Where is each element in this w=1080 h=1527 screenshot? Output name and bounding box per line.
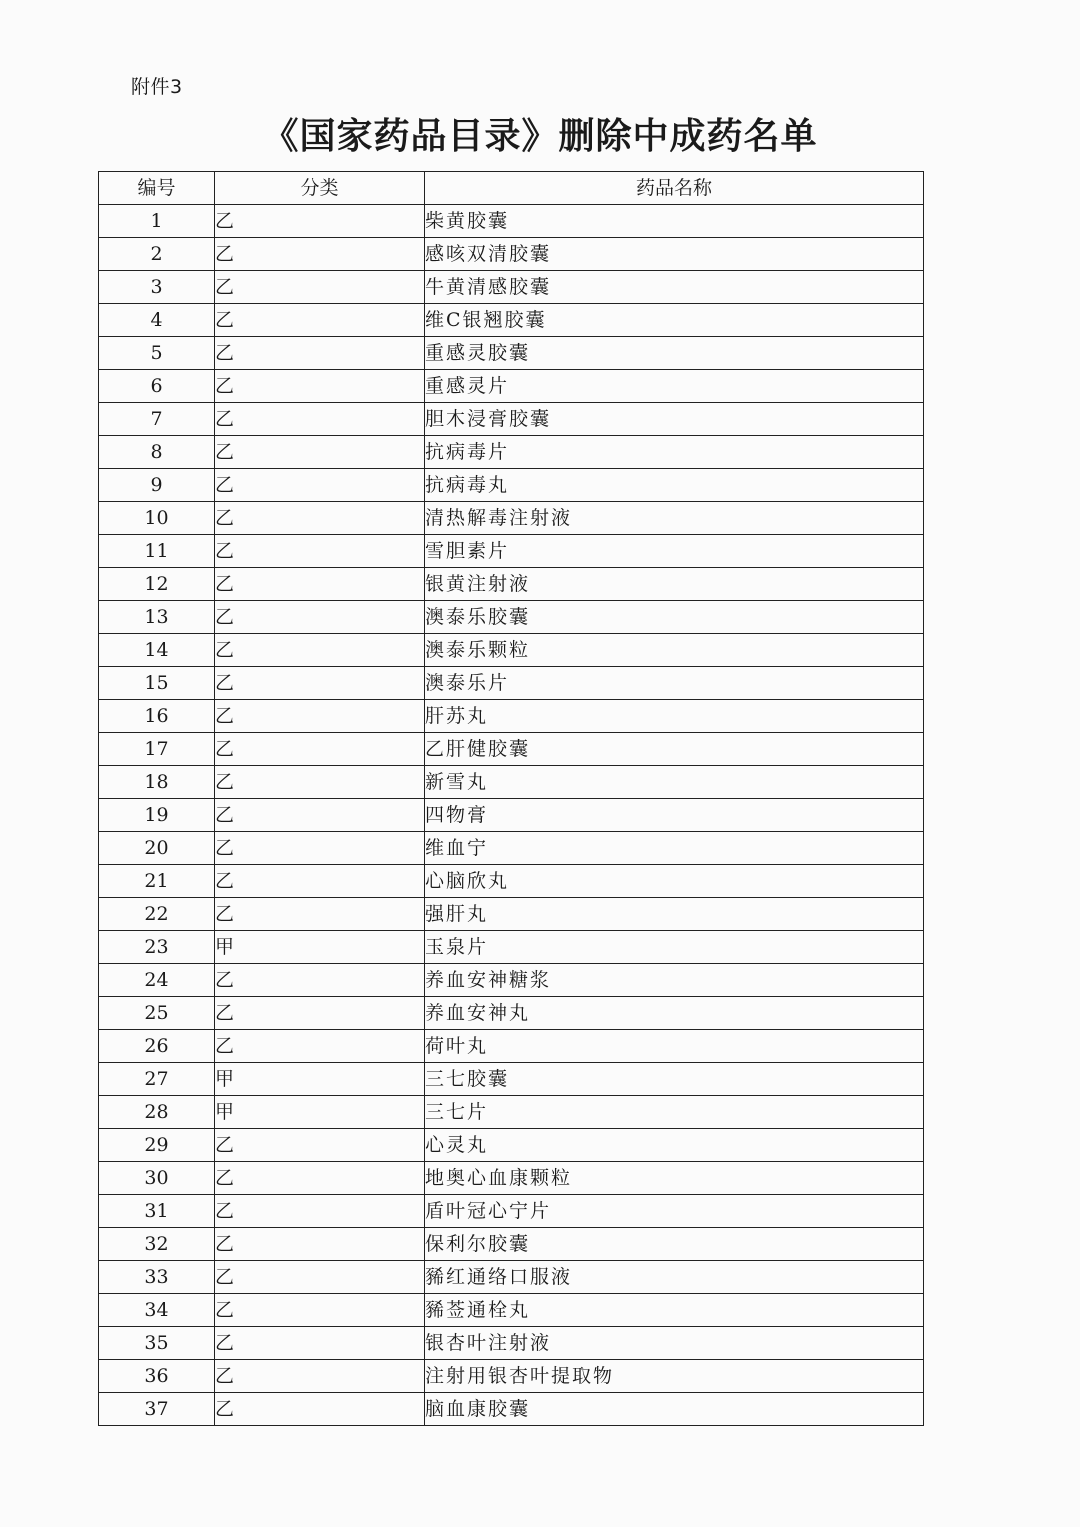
row-category: 乙 <box>215 469 425 502</box>
row-number: 28 <box>99 1096 215 1129</box>
row-number: 5 <box>99 337 215 370</box>
table-row <box>99 1030 924 1063</box>
row-category: 甲 <box>215 931 425 964</box>
row-category: 乙 <box>215 667 425 700</box>
row-category: 乙 <box>215 964 425 997</box>
row-category: 甲 <box>215 1096 425 1129</box>
row-category: 乙 <box>215 1162 425 1195</box>
row-drug-name: 新雪丸 <box>425 766 924 799</box>
row-category: 甲 <box>215 1063 425 1096</box>
row-category: 乙 <box>215 700 425 733</box>
row-drug-name: 感咳双清胶囊 <box>425 238 924 271</box>
row-drug-name: 重感灵胶囊 <box>425 337 924 370</box>
row-category: 乙 <box>215 304 425 337</box>
drug-table <box>98 171 924 1426</box>
row-drug-name: 四物膏 <box>425 799 924 832</box>
row-number: 3 <box>99 271 215 304</box>
row-number: 26 <box>99 1030 215 1063</box>
row-drug-name: 胆木浸膏胶囊 <box>425 403 924 436</box>
table-row <box>99 1195 924 1228</box>
table-row <box>99 700 924 733</box>
row-number: 14 <box>99 634 215 667</box>
row-number: 15 <box>99 667 215 700</box>
table-body <box>99 205 924 1426</box>
row-category: 乙 <box>215 1129 425 1162</box>
row-drug-name: 重感灵片 <box>425 370 924 403</box>
row-category: 乙 <box>215 832 425 865</box>
row-number: 32 <box>99 1228 215 1261</box>
row-category: 乙 <box>215 733 425 766</box>
row-number: 22 <box>99 898 215 931</box>
row-number: 10 <box>99 502 215 535</box>
row-drug-name: 三七胶囊 <box>425 1063 924 1096</box>
row-drug-name: 维血宁 <box>425 832 924 865</box>
table-row <box>99 1228 924 1261</box>
header-number: 编号 <box>99 172 215 205</box>
attachment-label: 附件3 <box>131 76 183 98</box>
row-category: 乙 <box>215 1327 425 1360</box>
row-category: 乙 <box>215 271 425 304</box>
row-category: 乙 <box>215 535 425 568</box>
table-row <box>99 865 924 898</box>
row-drug-name: 三七片 <box>425 1096 924 1129</box>
row-drug-name: 柴黄胶囊 <box>425 205 924 238</box>
row-drug-name: 养血安神丸 <box>425 997 924 1030</box>
table-row <box>99 1129 924 1162</box>
table-row <box>99 271 924 304</box>
row-number: 6 <box>99 370 215 403</box>
row-number: 18 <box>99 766 215 799</box>
row-category: 乙 <box>215 1360 425 1393</box>
row-number: 31 <box>99 1195 215 1228</box>
header-category: 分类 <box>215 172 425 205</box>
row-category: 乙 <box>215 865 425 898</box>
row-drug-name: 银黄注射液 <box>425 568 924 601</box>
row-number: 21 <box>99 865 215 898</box>
table-row <box>99 403 924 436</box>
table-row <box>99 898 924 931</box>
row-number: 25 <box>99 997 215 1030</box>
header-drug-name: 药品名称 <box>425 172 924 205</box>
page-title: 《国家药品目录》删除中成药名单 <box>262 116 818 157</box>
row-category: 乙 <box>215 634 425 667</box>
row-drug-name: 养血安神糖浆 <box>425 964 924 997</box>
row-category: 乙 <box>215 370 425 403</box>
row-category: 乙 <box>215 766 425 799</box>
row-drug-name: 银杏叶注射液 <box>425 1327 924 1360</box>
row-drug-name: 抗病毒片 <box>425 436 924 469</box>
row-number: 24 <box>99 964 215 997</box>
table-row <box>99 1261 924 1294</box>
row-drug-name: 雪胆素片 <box>425 535 924 568</box>
row-number: 30 <box>99 1162 215 1195</box>
table-row <box>99 469 924 502</box>
row-category: 乙 <box>215 1261 425 1294</box>
row-number: 29 <box>99 1129 215 1162</box>
table-row <box>99 1162 924 1195</box>
row-category: 乙 <box>215 898 425 931</box>
table-row <box>99 502 924 535</box>
table-row <box>99 634 924 667</box>
row-category: 乙 <box>215 205 425 238</box>
row-number: 11 <box>99 535 215 568</box>
row-number: 8 <box>99 436 215 469</box>
row-number: 1 <box>99 205 215 238</box>
row-drug-name: 保利尔胶囊 <box>425 1228 924 1261</box>
row-category: 乙 <box>215 1195 425 1228</box>
row-category: 乙 <box>215 436 425 469</box>
table-row <box>99 799 924 832</box>
row-number: 35 <box>99 1327 215 1360</box>
row-drug-name: 地奥心血康颗粒 <box>425 1162 924 1195</box>
row-category: 乙 <box>215 601 425 634</box>
row-number: 9 <box>99 469 215 502</box>
table-row <box>99 1294 924 1327</box>
table-row <box>99 304 924 337</box>
table-row <box>99 535 924 568</box>
row-drug-name: 豨红通络口服液 <box>425 1261 924 1294</box>
table-row <box>99 931 924 964</box>
row-drug-name: 澳泰乐颗粒 <box>425 634 924 667</box>
row-number: 20 <box>99 832 215 865</box>
row-drug-name: 肝苏丸 <box>425 700 924 733</box>
table-row <box>99 1360 924 1393</box>
row-drug-name: 清热解毒注射液 <box>425 502 924 535</box>
row-number: 27 <box>99 1063 215 1096</box>
row-drug-name: 澳泰乐片 <box>425 667 924 700</box>
row-drug-name: 心脑欣丸 <box>425 865 924 898</box>
table-row <box>99 667 924 700</box>
table-row <box>99 1393 924 1426</box>
row-drug-name: 乙肝健胶囊 <box>425 733 924 766</box>
table-row <box>99 205 924 238</box>
row-category: 乙 <box>215 238 425 271</box>
table-header-row <box>99 172 924 205</box>
row-category: 乙 <box>215 1030 425 1063</box>
row-drug-name: 豨莶通栓丸 <box>425 1294 924 1327</box>
table-row <box>99 832 924 865</box>
row-number: 16 <box>99 700 215 733</box>
row-drug-name: 澳泰乐胶囊 <box>425 601 924 634</box>
row-category: 乙 <box>215 1228 425 1261</box>
row-category: 乙 <box>215 799 425 832</box>
row-number: 19 <box>99 799 215 832</box>
row-drug-name: 牛黄清感胶囊 <box>425 271 924 304</box>
row-drug-name: 玉泉片 <box>425 931 924 964</box>
row-drug-name: 注射用银杏叶提取物 <box>425 1360 924 1393</box>
row-drug-name: 荷叶丸 <box>425 1030 924 1063</box>
row-number: 33 <box>99 1261 215 1294</box>
table-row <box>99 733 924 766</box>
table-row <box>99 964 924 997</box>
row-drug-name: 抗病毒丸 <box>425 469 924 502</box>
row-category: 乙 <box>215 1294 425 1327</box>
row-number: 34 <box>99 1294 215 1327</box>
row-drug-name: 脑血康胶囊 <box>425 1393 924 1426</box>
table-row <box>99 1327 924 1360</box>
row-category: 乙 <box>215 502 425 535</box>
table-row <box>99 337 924 370</box>
row-number: 7 <box>99 403 215 436</box>
table-row <box>99 766 924 799</box>
row-number: 37 <box>99 1393 215 1426</box>
row-number: 23 <box>99 931 215 964</box>
row-drug-name: 心灵丸 <box>425 1129 924 1162</box>
row-category: 乙 <box>215 337 425 370</box>
row-category: 乙 <box>215 1393 425 1426</box>
row-number: 2 <box>99 238 215 271</box>
table-row <box>99 997 924 1030</box>
table-row <box>99 1096 924 1129</box>
row-number: 36 <box>99 1360 215 1393</box>
table-row <box>99 1063 924 1096</box>
row-drug-name: 强肝丸 <box>425 898 924 931</box>
table-row <box>99 601 924 634</box>
row-number: 13 <box>99 601 215 634</box>
row-category: 乙 <box>215 403 425 436</box>
table-row <box>99 238 924 271</box>
row-number: 4 <box>99 304 215 337</box>
row-category: 乙 <box>215 568 425 601</box>
table-row <box>99 436 924 469</box>
row-category: 乙 <box>215 997 425 1030</box>
row-number: 12 <box>99 568 215 601</box>
row-drug-name: 盾叶冠心宁片 <box>425 1195 924 1228</box>
table-row <box>99 568 924 601</box>
row-drug-name: 维C银翘胶囊 <box>425 304 924 337</box>
row-number: 17 <box>99 733 215 766</box>
table-row <box>99 370 924 403</box>
